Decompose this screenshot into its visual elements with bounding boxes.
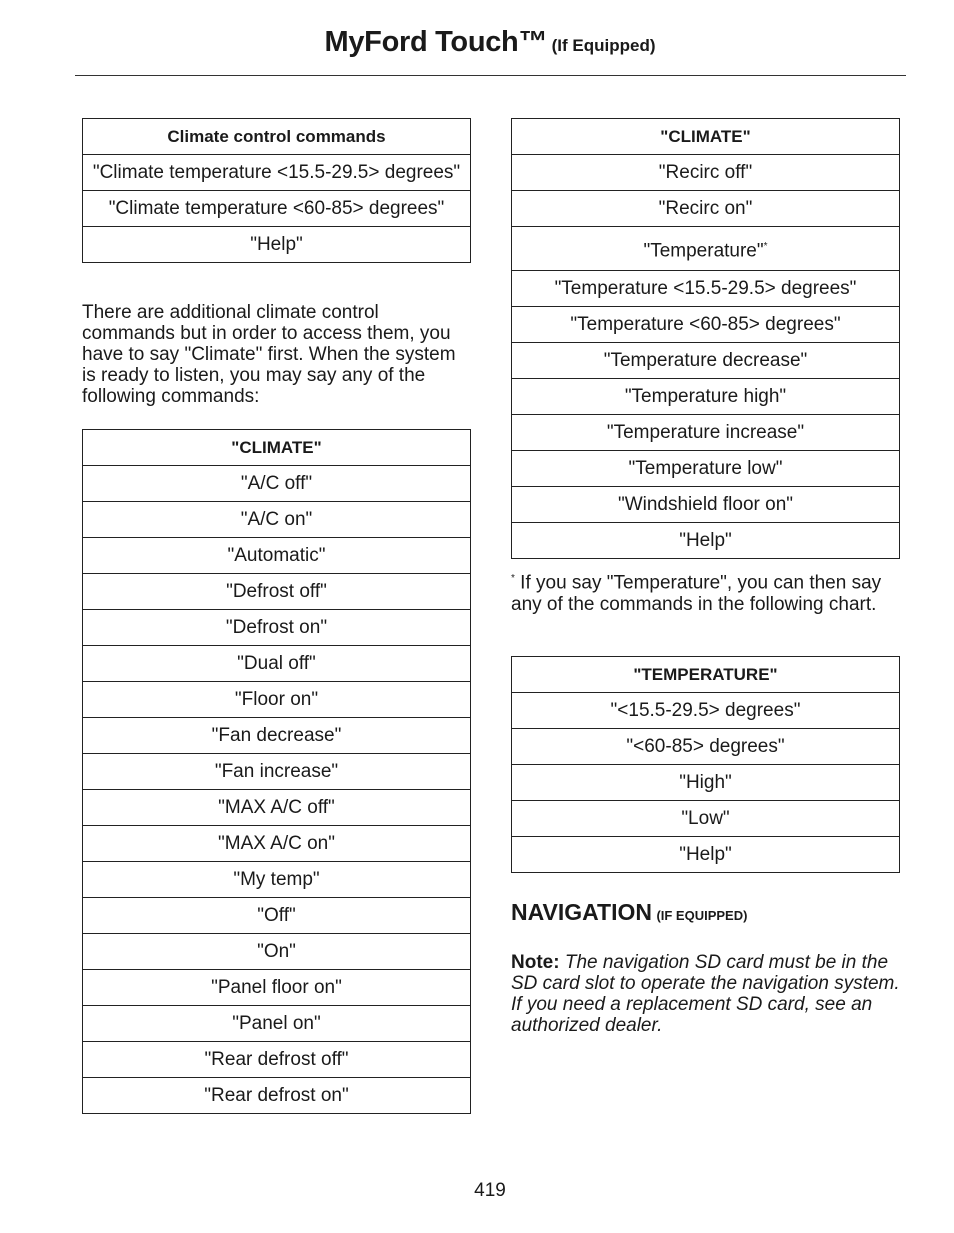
table-cell: "Help" xyxy=(83,227,471,263)
table-cell: "Dual off" xyxy=(83,646,471,682)
table-cell: "Defrost on" xyxy=(83,610,471,646)
table-row xyxy=(512,343,900,379)
table-row xyxy=(83,646,471,682)
table-header-row xyxy=(512,657,900,693)
table-row xyxy=(512,271,900,307)
table-header-cell: Climate control commands xyxy=(83,119,471,155)
table-cell: "Automatic" xyxy=(83,538,471,574)
table-cell: "<15.5-29.5> degrees" xyxy=(512,693,900,729)
note-text: The navigation SD card must be in the SD card slot to operate the navigation system. If you need a replacement SD card, see an authorized dealer. xyxy=(511,952,900,1036)
table-cell: "Recirc on" xyxy=(512,191,900,227)
footnote xyxy=(511,568,903,616)
table-header-cell: "CLIMATE" xyxy=(83,430,471,466)
table-header-row xyxy=(512,119,900,155)
table-cell: "<60-85> degrees" xyxy=(512,729,900,765)
table-row xyxy=(83,191,471,227)
table-cell: "Temperature increase" xyxy=(512,415,900,451)
table-row xyxy=(512,155,900,191)
table-header-row xyxy=(83,119,471,155)
table-row xyxy=(512,837,900,873)
table-row xyxy=(83,538,471,574)
table-row xyxy=(83,862,471,898)
table-row xyxy=(83,155,471,191)
table-row xyxy=(83,1078,471,1114)
table-row xyxy=(83,790,471,826)
climate-commands-table-left xyxy=(82,429,471,1114)
table-row xyxy=(512,191,900,227)
table-row xyxy=(512,729,900,765)
table-row xyxy=(83,754,471,790)
table-cell: "Off" xyxy=(83,898,471,934)
table-cell: "Panel on" xyxy=(83,1006,471,1042)
table-header-row xyxy=(83,430,471,466)
table-row xyxy=(83,502,471,538)
climate-commands-table-right xyxy=(511,118,900,559)
table-row xyxy=(512,765,900,801)
table-cell: "Rear defrost off" xyxy=(83,1042,471,1078)
table-row xyxy=(83,466,471,502)
table-cell: "Help" xyxy=(512,837,900,873)
footnote-text: If you say "Temperature", you can then say any of the commands in the following chart. xyxy=(511,572,882,616)
navigation-note xyxy=(511,952,905,1036)
table-cell: "MAX A/C on" xyxy=(83,826,471,862)
table-row xyxy=(83,1042,471,1078)
table-cell: "Climate temperature <60-85> degrees" xyxy=(83,191,471,227)
table-row xyxy=(512,227,900,271)
header-title: MyFord Touch™ xyxy=(324,26,548,58)
table-cell: "MAX A/C off" xyxy=(83,790,471,826)
table-cell: "A/C off" xyxy=(83,466,471,502)
table-row xyxy=(83,934,471,970)
table-row xyxy=(512,415,900,451)
table-cell: "Temperature high" xyxy=(512,379,900,415)
table-cell xyxy=(512,227,900,271)
page-number: 419 xyxy=(474,1180,506,1201)
note-label: Note: xyxy=(511,952,560,973)
table-row xyxy=(83,1006,471,1042)
table-cell: "A/C on" xyxy=(83,502,471,538)
table-cell: "High" xyxy=(512,765,900,801)
table-cell: "Windshield floor on" xyxy=(512,487,900,523)
table-cell: "Temperature <15.5-29.5> degrees" xyxy=(512,271,900,307)
table-row xyxy=(83,898,471,934)
table-cell: "Help" xyxy=(512,523,900,559)
table-row xyxy=(83,227,471,263)
table-row xyxy=(512,379,900,415)
table-cell: "Temperature decrease" xyxy=(512,343,900,379)
table-row xyxy=(83,610,471,646)
navigation-subtitle: (IF EQUIPPED) xyxy=(656,908,748,923)
navigation-title: NAVIGATION xyxy=(511,899,652,925)
table-row xyxy=(83,682,471,718)
table-row xyxy=(512,801,900,837)
intro-paragraph: There are additional climate control commands but in order to access them, you have to say "Climate" first. When the system is ready to listen, you may say any of the following commands: xyxy=(82,302,456,407)
table-cell-text: "Temperature" xyxy=(643,240,764,262)
header-divider xyxy=(75,75,906,76)
table-row xyxy=(512,523,900,559)
footnote-marker: * xyxy=(511,573,515,584)
table-row xyxy=(83,826,471,862)
table-cell: "Panel floor on" xyxy=(83,970,471,1006)
table-row xyxy=(83,718,471,754)
page-header xyxy=(0,26,954,59)
climate-control-commands-table xyxy=(82,118,471,263)
header-subtitle: (If Equipped) xyxy=(551,36,656,55)
table-row xyxy=(512,693,900,729)
table-cell: "Fan increase" xyxy=(83,754,471,790)
table-header-cell: "CLIMATE" xyxy=(512,119,900,155)
table-cell: "Temperature low" xyxy=(512,451,900,487)
table-cell: "Climate temperature <15.5-29.5> degrees" xyxy=(83,155,471,191)
table-cell: "Floor on" xyxy=(83,682,471,718)
temperature-commands-table xyxy=(511,656,900,873)
table-cell: "Low" xyxy=(512,801,900,837)
table-cell: "On" xyxy=(83,934,471,970)
table-cell: "Defrost off" xyxy=(83,574,471,610)
table-row xyxy=(83,574,471,610)
table-cell: "Temperature <60-85> degrees" xyxy=(512,307,900,343)
table-row xyxy=(512,307,900,343)
table-row xyxy=(512,451,900,487)
navigation-heading xyxy=(511,899,747,926)
table-cell: "Fan decrease" xyxy=(83,718,471,754)
footnote-marker: * xyxy=(763,240,768,252)
table-cell: "Recirc off" xyxy=(512,155,900,191)
table-header-cell: "TEMPERATURE" xyxy=(512,657,900,693)
table-row xyxy=(83,970,471,1006)
table-cell: "My temp" xyxy=(83,862,471,898)
table-cell: "Rear defrost on" xyxy=(83,1078,471,1114)
table-row xyxy=(512,487,900,523)
